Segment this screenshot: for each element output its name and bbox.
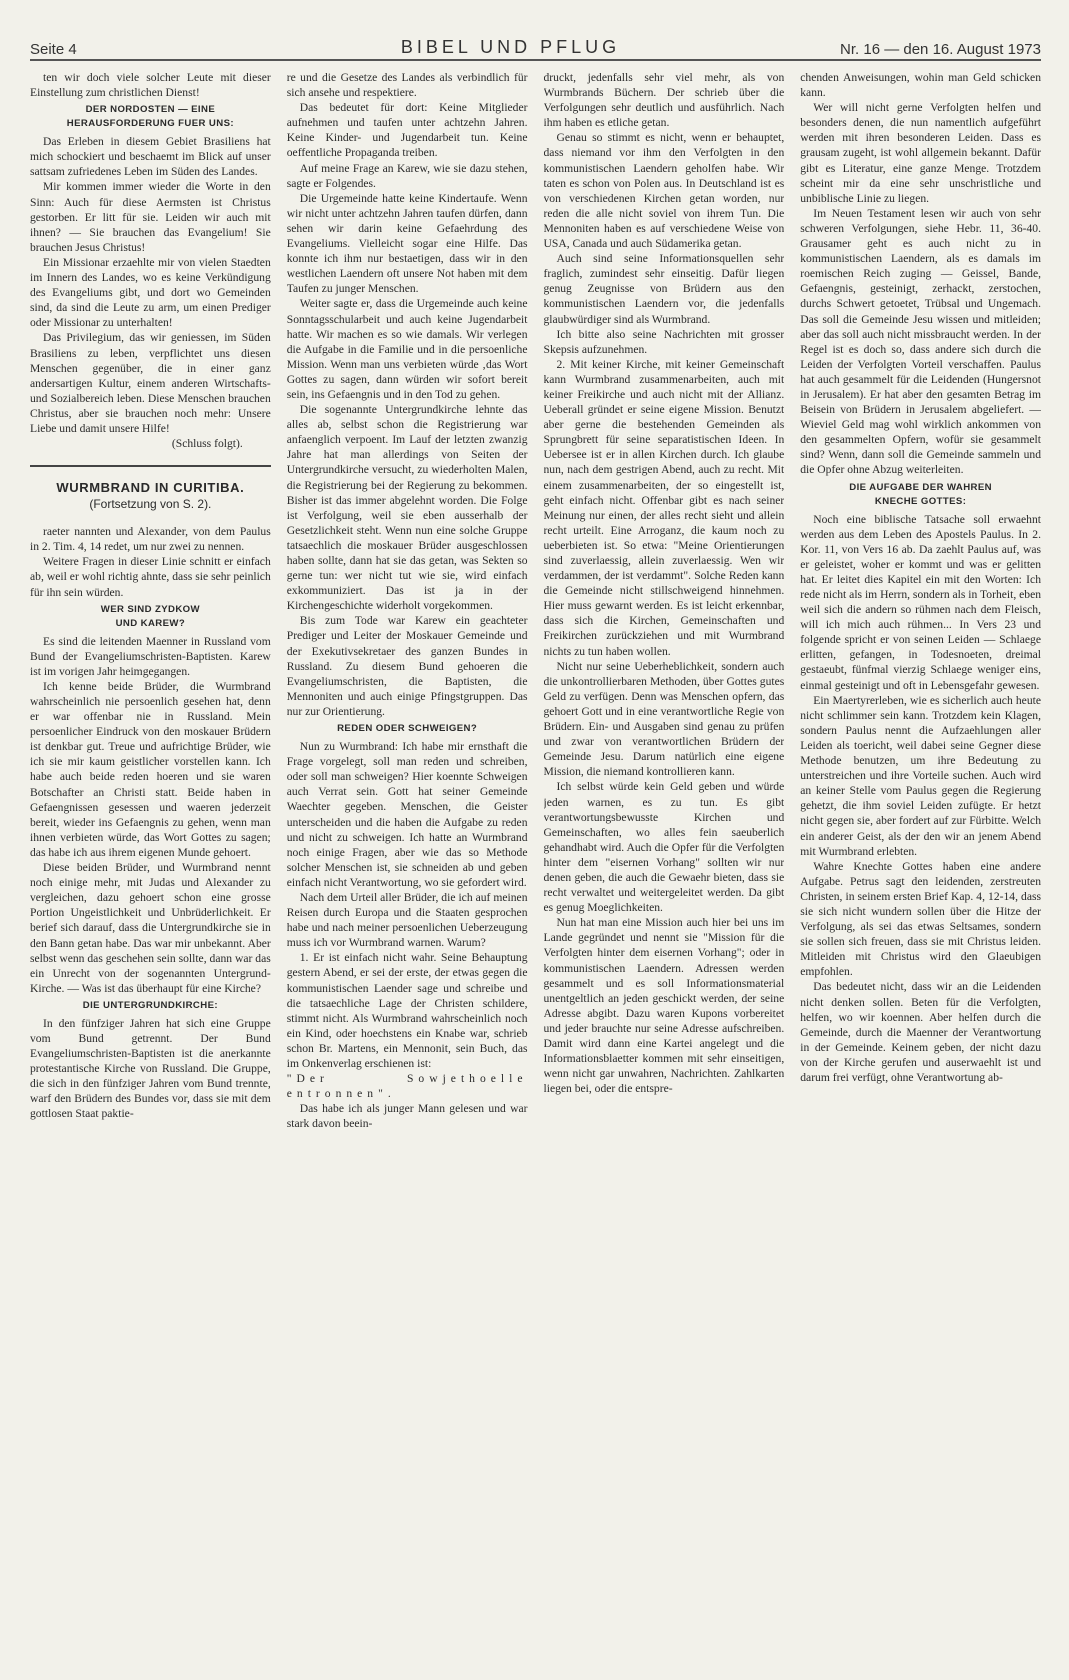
heading-line: DER NORDOSTEN — EINE	[85, 104, 216, 116]
paragraph: re und die Gesetze des Landes als verbindlich für sich ansehe und respektiere.	[286, 71, 528, 100]
paragraph: 2. Mit keiner Kirche, mit keiner Gemeinschaft kann Wurmbrand zusammenarbeiten, auch mit keiner Freikirche und auch nicht mit der Allianz. Ueberall gründet er seine eigene Mission. Benutzt aber gerne die bestehenden Gemeinden als Sprungbrett für seine separatistischen Ideen. In Uebersee ist er in allen Kirchen durch. Ich glaube nun, nach dem gestrigen Abend, auch zu recht. Mit einem zusammenarbeiten, der so eingestellt ist, geht einfach nicht. Offenbar gibt es nach seiner Meinung nur einen, der alles recht sieht und allein recht urteilt. Eine Arroganz, die kaum noch zu ueberbieten ist. So etwa: "Meine Orientierungen sind zuverlaessig, allein zuverlaessig. Wen wir verdammen, der ist verdammt". Solche Reden kann die Gemeinde nicht stillschweigend hinnehmen. Hier muss gewarnt werden. Es ist leicht erkennbar, dass sich die Kirchen, Gemeinschaften und Freikirchen zurückziehen und mit Wurmbrand nichts zu tun haben wollen.	[543, 357, 785, 658]
masthead	[30, 30, 1041, 58]
column-2	[287, 70, 528, 1670]
paragraph: Nicht nur seine Ueberheblichkeit, sondern auch die unkontrollierbaren Methoden, über Gottes gutes Geld zu verfügen. Denn was Menschen opfern, das gehoert Gott und in eine verantwortliche Regie von Brüdern. Ein- und Ausgaben sind genau zu prüfen und zwar von verantwortlichen Brüdern der Gemeinde Jesu. Darum natürlich eine eigene Mission, die niemand kontrollieren kann.	[543, 659, 785, 779]
paragraph: Das Erleben in diesem Gebiet Brasiliens hat mich schockiert und beschaemt im Blick auf unser sattsam zufriedenes Leben im Süden des Landes.	[30, 135, 271, 179]
paragraph: Es sind die leitenden Maenner in Russland vom Bund der Evangeliumschristen-Baptisten. Karew ist im vorigen Jahr heimgegangen.	[30, 634, 271, 678]
paragraph: In den fünfziger Jahren hat sich eine Gruppe vom Bund getrennt. Der Bund Evangeliumschristen-Baptisten ist die anerkannte protestantische Kirche von Russland. Die Gruppe, die sich in den fünfziger Jahren vom Bund trennte, warf den Brüdern des Bundes vor, dass sie mit dem gottlosen Staat paktie-	[30, 1016, 271, 1121]
heading-line: KNECHE GOTTES:	[874, 495, 967, 507]
paragraph: Im Neuen Testament lesen wir auch von sehr schweren Verfolgungen, siehe Hebr. 11, 36-40. Grausamer geht es auch nicht zu in kommunistischen Laendern, als es damals im roemischen Reich zuging — Geissel, Bande, Gefaengnis, gesteinigt, zerhackt, zerstochen, durchs Schwert getoetet, Trübsal und Ungemach. Das soll die Gemeinde Jesu wissen und mitleiden; aber das soll auch nicht missbraucht werden. In der Regel ist es doch so, dass andere sich durch die Leiden der Verfolgten Vorteil verschaffen. Paulus hat auch gesammelt für die Leidenden (Hungersnot in Jerusalem). Er hat aber den gesamten Betrag im Beisein von Brüdern in Jerusalem abgeliefert. — Wieviel Geld mag wohl wirklich ankommen von den gesammelten Opfern, wofür sie gesammelt sind? Wenn, dann soll die Gemeinde sammeln und die Opfer ohne Abzug weiterleiten.	[800, 206, 1041, 477]
paragraph: Wer will nicht gerne Verfolgten helfen und besonders denen, die nun namentlich aufgeführt werden mit ihren besonderen Leiden. Dass es grausam zugeht, ist wohl allgemein bekannt. Dafür gibt es Literatur, eine ganze Menge. Trotzdem scheint mir da eine sehr unschristliche und unbiblische Linie zu liegen.	[800, 101, 1041, 205]
heading-line: DIE AUFGABE DER WAHREN	[849, 481, 992, 493]
paragraph: Ich kenne beide Brüder, die Wurmbrand wahrscheinlich nie persoenlich gesehen hat, denn er war offenbar nie in Russland. Mein persoenlicher Eindruck von den moskauer Brüdern ist denkbar gut. Treue und aufrichtige Brüder, wie ich sie mir kaum geistlicher vorstellen kann. Ich habe auch beide reden hoeren und sie waren Botschafter an Christi statt. Beide haben in Gefaengnissen gesessen und waeren jederzeit bereit, wieder ins Gefaengnis zu gehen, wenn man ihnen verbieten würde, das Wort Gottes zu sagen; das habe ich aus ihrem eigenen Munde gehoert.	[30, 679, 271, 859]
section-heading	[800, 481, 1041, 509]
paragraph: chenden Anweisungen, wohin man Geld schicken kann.	[800, 71, 1041, 100]
paragraph: Ein Maertyrerleben, wie es sicherlich auch heute nicht schlimmer sein kann. Trotzdem kein Klagen, sondern Paulus nennt die Aufzaehlungen aller Leiden als toericht, weil dabei seine Gegner diese Methode benutzen, um ihre Bedeutung zu unterstreichen und ihre Vorteile suchen. Auch wird an keiner Stelle vom Paulus gegen die Regierung gehetzt, die ihm soviel Leiden zufügte. Er hetzt nicht gegen sie, aber fordert auf zur Fürbitte. Welch ein anderer Geist, als der den wir an jenem Abend mit Wurmbrand erlebten.	[800, 693, 1041, 858]
column-4	[800, 70, 1041, 1670]
paragraph: Weitere Fragen in dieser Linie schnitt er einfach ab, weil er wohl richtig ahnte, dass sie sehr peinlich für ihn sein würden.	[30, 555, 271, 599]
masthead-rule	[30, 59, 1041, 61]
paragraph: Ich bitte also seine Nachrichten mit grosser Skepsis aufzunehmen.	[543, 327, 785, 356]
paragraph: Wahre Knechte Gottes haben eine andere Aufgabe. Petrus sagt den leidenden, zerstreuten Christen, in seinem ersten Brief Kap. 4, 12-14, dass sie sich nicht wundern sollen über die Hitze der Verfolgung, als sei das etwas Seltsames, sondern sie sollen sich freuen, dass sie mit Christus leiden. Mitleiden mit Christus wird den Glaeubigen empfohlen.	[800, 859, 1041, 979]
book-title: "Der Sowjethoelle entronnen".	[286, 1072, 528, 1101]
section-heading	[30, 603, 271, 631]
paragraph: Bis zum Tode war Karew ein geachteter Prediger und Leiter der Moskauer Gemeinde und der Exekutivsekretaer des ganzen Bundes in Russland. Zu diesem Bund gehoeren die Evangeliumschristen, die Baptisten, die Mennoniten und auch einige Pfingstgruppen. Das nur zur Orientierung.	[286, 614, 528, 718]
section-heading	[30, 103, 271, 131]
article-columns	[30, 70, 1041, 1670]
heading-line: UND KAREW?	[115, 617, 186, 629]
paragraph: ten wir doch viele solcher Leute mit dieser Einstellung zum christlichen Dienst!	[30, 71, 271, 100]
paragraph: Nun zu Wurmbrand: Ich habe mir ernsthaft die Frage vorgelegt, soll man reden und schreiben, oder soll man schweigen? Hier koennte Schweigen auch Verrat sein. Gott hat seiner Gemeinde Waechter gegeben. Menschen, die Geister unterscheiden und die haben die Aufgabe zu reden und nicht zu schweigen. Ich hatte an Wurmbrand noch einige Fragen, aber wie das so Methode solcher Menschen ist, sie schneiden ab und geben einfach nicht Verantwortung, wo sie gefordert wird.	[286, 740, 528, 889]
paragraph: Das habe ich als junger Mann gelesen und war stark davon beein-	[286, 1102, 528, 1131]
heading-line: HERAUSFORDERUNG FUER UNS:	[66, 118, 234, 130]
paragraph: Nun hat man eine Mission auch hier bei uns im Lande gegründet und nennt sie "Mission für die Verfolgten hinter dem eisernen Vorhang"; oder in kommunistischen Laendern. Adressen werden gesammelt und es soll Informationsmaterial unentgeltlich an jeden geschickt werden, der seine Adresse abgibt. Dazu waren Kupons vorbereitet und jeder brauchte nur seine Adresse aufschreiben. Damit wird dann eine Kartei angelegt und die Informationsblaetter kommen mit sehr einseitigen, wenn nicht gar unwahren, Nachrichten. Zahlkarten liegen bei, oder die entspre-	[543, 916, 785, 1096]
paragraph: Die sogenannte Untergrundkirche lehnte das alles ab, selbst schon die Registrierung war anfaenglich verpoent. Im Lauf der letzten zwanzig Jahre hat man allerdings von Seiten der Untergrundkirche versucht, zu wiederholten Malen, die Registrierung bei der Regierung zu bekommen. Bisher ist das immer abgelehnt worden. Die Folge ist Verfolgung, weil sie eben ausserhalb der Gesetzlichkeit steht. Wenn nun eine solche Gruppe tatsaechlich die moskauer Brüder ausgeschlossen haben sollte, dann hat sie das getan, was Sekten so gerne tun: wer nicht tut wie sie, wird einfach exkommuniziert. Das ist ja in der Kirchengeschichte widerholt vorgekommen.	[286, 403, 528, 613]
section-heading: DIE UNTERGRUNDKIRCHE:	[82, 999, 218, 1011]
paragraph: Das bedeutet nicht, dass wir an die Leidenden nicht denken sollen. Beten für die Verfolgten, helfen, wo wir koennen. Aber helfen durch die Gemeinde, durch die Maenner der Verantwortung in der Gemeinde. Keinem geben, der nicht dazu von der Kirche gerufen und auserwaehlt ist und darum frei verfügt, ohne Verantwortung ab-	[800, 980, 1041, 1084]
paragraph: Die Urgemeinde hatte keine Kindertaufe. Wenn wir nicht unter achtzehn Jahren taufen dürfen, dann sehen wir darin keine Gefaehrdung des Evangeliums. Vielleicht sogar eine Hilfe. Das konnte ich ihm nur bestaetigen, dass wir in den westlichen Laendern oft unsere Not haben mit dem Taufen zu junger Menschen.	[286, 191, 528, 296]
paragraph: Das Privilegium, das wir geniessen, im Süden Brasiliens zu leben, verpflichtet uns diesen Menschen gegenüber, die in einer ganz andersartigen Kultur, einem anderen Wirtschafts- und Sozialbereich leben. Diese Menschen brauchen Christus, aber sie brauchen noch mehr: Unsere Liebe und damit unsere Hilfe!	[30, 331, 271, 435]
paragraph: druckt, jedenfalls sehr viel mehr, als von Wurmbrands Büchern. Der schrieb über die Verfolgungen sehr deutlich und ausführlich. Nach ihm haben es etliche getan.	[543, 71, 785, 130]
paragraph: Ich selbst würde kein Geld geben und würde jeden warnen, es zu tun. Es gibt verantwortungsbewusste Kirchen und Gemeinschaften, wo alles fein saeuberlich gehandhabt wird. Auch die Opfer für die Verfolgten hinter dem "eisernen Vorhang" sollten wir nur denen geben, die auch die Gewaehr bieten, dass sie recht verwaltet und weitergeleitet werden. Da gibt es genug Moeglichkeiten.	[543, 780, 785, 915]
paragraph: Genau so stimmt es nicht, wenn er behauptet, dass niemand vor ihm den Verfolgten in den kommunistischen Laendern geholfen habe. Wir taten es schon von Polen aus. In Deutschland ist es von verschiedenen Kirchen getan worden, nur reden die alle nicht soviel von ihrem Tun. Die Mennoniten haben es auf verschiedene Weise von USA, Canada und auch Südamerika getan.	[543, 131, 785, 251]
issue-date: Nr. 16 — den 16. August 1973	[840, 41, 1041, 58]
paragraph: Mir kommen immer wieder die Worte in den Sinn: Auch für diese Aermsten ist Christus gestorben. Er litt für sie. Leiden wir auch mit ihnen? — Sie brauchen das Evangelium! Sie brauchen Jesus Christus!	[30, 180, 271, 254]
paragraph: Nach dem Urteil aller Brüder, die ich auf meinen Reisen durch Europa und die Staaten gesprochen habe und nach meiner persoenlichen Ueberzeugung muss ich vor Wurmbrand warnen. Warum?	[286, 890, 528, 950]
article-title: WURMBRAND IN CURITIBA.	[56, 480, 245, 496]
paragraph: raeter nannten und Alexander, von dem Paulus in 2. Tim. 4, 14 redet, um nur zwei zu nennen.	[30, 525, 271, 554]
paragraph: Diese beiden Brüder, und Wurmbrand nennt noch einige mehr, mit Judas und Alexander zu vergleichen, dazu gehoert schon eine grosse Portion Ungeistlichkeit und Unbrüderlichkeit. Er berief sich darauf, dass die Untergrundkirche sie in den Bann getan habe. Das war mir unbekannt. Aber selbst wenn das geschehen sein sollte, dann war das ein Unrecht von der sogenannten Untergrund-Kirche. — Was ist das überhaupt für eine Kirche?	[30, 861, 271, 995]
paragraph: 1. Er ist einfach nicht wahr. Seine Behauptung gestern Abend, er sei der erste, der etwas gegen die kommunistischen Laender sage und schreibe und die tatsaechliche Lage der Christen schildere, stimmt nicht. Als Wurmbrand wahrscheinlich noch ein Kind, oder hoechstens ein Knabe war, schrieb schon Br. Martens, ein Mennonit, sein Buch, das im Onkenverlag erschienen ist:	[286, 951, 528, 1070]
page-number: Seite 4	[30, 41, 77, 58]
section-heading: REDEN ODER SCHWEIGEN?	[337, 723, 478, 735]
paragraph: Ein Missionar erzaehlte mir von vielen Staedten im Innern des Landes, wo es keine Verkündigung des Evangeliums gibt, und dort wo Gemeinden sind, da sind die Leute zu arm, um einen Prediger oder Missionar zu unterhalten!	[30, 255, 271, 330]
paragraph: Weiter sagte er, dass die Urgemeinde auch keine Sonntagsschularbeit und auch keine Jugendarbeit hatte. Wir machen es so wie damals. Wir verlegen die Aufgabe in die Familie und in die persoenliche Mission. Wenn man uns verbieten würde ‚das Wort Gottes zu sagen, dann würden wir sofort bereit sein, ins Gefaengnis und in den Tod zu gehen.	[286, 297, 528, 401]
column-3	[544, 70, 785, 1670]
to-be-continued-note: (Schluss folgt).	[171, 437, 243, 451]
paragraph: Auch sind seine Informationsquellen sehr fraglich, zumindest sehr einseitig. Dafür liegen genug Zeugnisse von Brüdern aus den kommunistischen Laendern vor, die jedenfalls glaubwürdiger sind als Wurmbrand.	[543, 252, 785, 326]
paragraph: Noch eine biblische Tatsache soll erwaehnt werden aus dem Leben des Apostels Paulus. In 2. Kor. 11, von Vers 16 ab. Da zaehlt Paulus auf, was er geleistet, woher er kommt und was er gelitten hat. Er leitet dies Kapitel ein mit den Worten: Ich rede nicht als im Herrn, sondern als in Torheit, eben weil sich die andern so rühmen nach dem Fleisch, will ich mich auch rühmen... In Vers 23 und folgende spricht er von seinen Leiden — Schlaege erlitten, gefangen, in Todesnoeten, dreimal gestaeubt, fünfmal vierzig Schlaege weniger eins, einmal gesteinigt und oft in Lebensgefahr gewesen.	[800, 512, 1041, 692]
article-continuation-note: (Fortsetzung von S. 2).	[89, 497, 212, 512]
column-1	[30, 70, 271, 1670]
paragraph: Das bedeutet für dort: Keine Mitglieder aufnehmen und taufen unter achtzehn Jahren. Keine Kinder- und Jugendarbeit tun. Keine oeffentliche Propaganda treiben.	[286, 101, 528, 160]
article-separator	[30, 465, 271, 467]
paragraph: Auf meine Frage an Karew, wie sie dazu stehen, sagte er Folgendes.	[286, 161, 528, 190]
publication-title: BIBEL UND PFLUG	[400, 37, 621, 57]
heading-line: WER SIND ZYDKOW	[100, 603, 201, 615]
